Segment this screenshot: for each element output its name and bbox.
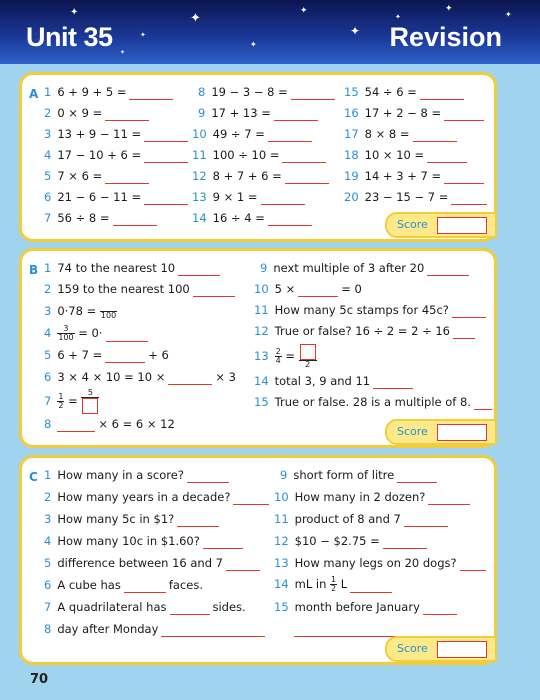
answer-blank[interactable] <box>452 316 486 318</box>
answer-blank[interactable] <box>233 503 269 505</box>
question-a9: 9 17 + 13 = <box>198 106 318 121</box>
answer-blank[interactable] <box>261 203 305 205</box>
answer-blank[interactable] <box>413 140 457 142</box>
answer-blank[interactable] <box>444 182 484 184</box>
answer-box[interactable] <box>300 344 316 360</box>
star-decoration: ✦ <box>445 4 453 14</box>
answer-blank[interactable] <box>268 224 312 226</box>
unit-title: Unit 35 <box>26 22 113 52</box>
question-a3: 3 13 + 9 − 11 = <box>44 127 188 142</box>
question-c6: 6 A cube has faces. <box>44 578 203 592</box>
score-tab <box>385 212 497 238</box>
question-c12: 12 $10 − $2.75 = <box>274 534 427 549</box>
score-input[interactable] <box>437 641 487 658</box>
question-b11: 11 How many 5c stamps for 45c? <box>254 303 486 318</box>
answer-blank[interactable] <box>105 361 145 363</box>
question-a10: 10 49 ÷ 7 = <box>192 127 312 142</box>
answer-blank[interactable] <box>105 182 149 184</box>
answer-blank[interactable] <box>105 119 149 121</box>
question-b2: 2 159 to the nearest 100 <box>44 282 235 297</box>
question-c8: 8 day after Monday <box>44 622 265 637</box>
answer-blank[interactable] <box>106 340 148 342</box>
score-tab <box>385 636 497 662</box>
answer-blank[interactable] <box>124 591 166 593</box>
fraction-answer: 5 <box>81 389 99 414</box>
question-b12: 12 True or false? 16 ÷ 2 = 2 ÷ 16 <box>254 324 475 339</box>
answer-blank[interactable] <box>144 203 188 205</box>
question-b7: 7 $\frac{1}{2}$ = 5 <box>44 389 99 414</box>
answer-blank[interactable] <box>460 569 486 571</box>
answer-blank[interactable] <box>193 295 235 297</box>
answer-blank[interactable] <box>129 98 173 100</box>
question-a20: 20 23 − 15 − 7 = <box>344 190 487 205</box>
answer-blank[interactable] <box>187 481 229 483</box>
section-a <box>19 72 497 242</box>
question-c9: 9 short form of litre <box>280 468 437 483</box>
star-decoration: ✦ <box>350 24 361 38</box>
answer-blank[interactable] <box>404 525 448 527</box>
answer-blank[interactable] <box>474 408 492 410</box>
question-a4: 4 17 − 10 + 6 = <box>44 148 188 163</box>
answer-blank[interactable] <box>420 98 464 100</box>
answer-blank[interactable] <box>423 613 457 615</box>
star-decoration: ✦ <box>300 6 308 16</box>
question-c10: 10 How many in 2 dozen? <box>274 490 470 505</box>
star-decoration: ✦ <box>70 7 79 18</box>
fraction: 100 <box>100 303 117 320</box>
question-b1: 1 74 to the nearest 10 <box>44 261 220 276</box>
score-tab <box>385 419 497 445</box>
section-letter: B <box>29 263 39 277</box>
page-number: 70 <box>30 672 49 687</box>
question-a1: 1 6 + 9 + 5 = <box>44 85 173 100</box>
score-label: Score <box>397 642 428 655</box>
star-decoration: ✦ <box>190 11 201 26</box>
section-letter: A <box>29 87 39 101</box>
question-a2: 2 0 × 9 = <box>44 106 149 121</box>
star-decoration: ✦ <box>505 10 512 19</box>
star-decoration: ✦ <box>395 13 401 21</box>
answer-blank[interactable] <box>444 119 484 121</box>
score-label: Score <box>397 218 428 231</box>
question-a15: 15 54 ÷ 6 = <box>344 85 464 100</box>
question-c15: 15 month before January <box>274 600 457 615</box>
question-b8: 8 × 6 = 6 × 12 <box>44 417 175 431</box>
question-c1: 1 How many in a score? <box>44 468 229 483</box>
answer-blank[interactable] <box>203 547 243 549</box>
answer-box[interactable] <box>82 398 98 414</box>
answer-blank[interactable] <box>144 140 188 142</box>
question-a11: 11 100 ÷ 10 = <box>192 148 326 163</box>
question-c5: 5 difference between 16 and 7 <box>44 556 260 571</box>
answer-blank[interactable] <box>350 591 392 593</box>
question-a19: 19 14 + 3 + 7 = <box>344 169 484 184</box>
question-c15-extra-line <box>294 622 450 637</box>
question-a5: 5 7 × 6 = <box>44 169 149 184</box>
answer-blank[interactable] <box>397 481 437 483</box>
question-b14: 14 total 3, 9 and 11 <box>254 374 413 389</box>
answer-blank[interactable] <box>144 161 188 163</box>
page-header <box>0 0 540 64</box>
question-a12: 12 8 + 7 + 6 = <box>192 169 329 184</box>
score-input[interactable] <box>437 424 487 441</box>
section-b <box>19 248 497 448</box>
star-decoration: ✦ <box>250 40 257 49</box>
fraction: $\frac{2}{4}$ <box>275 347 281 365</box>
score-label: Score <box>397 425 428 438</box>
question-b9: 9 next multiple of 3 after 20 <box>260 261 469 276</box>
question-a7: 7 56 ÷ 8 = <box>44 211 157 226</box>
section-c <box>19 455 497 665</box>
answer-blank[interactable] <box>383 547 427 549</box>
question-a16: 16 17 + 2 − 8 = <box>344 106 484 121</box>
question-b10: 10 5 × = 0 <box>254 282 362 296</box>
answer-blank[interactable] <box>428 503 470 505</box>
question-a18: 18 10 × 10 = <box>344 148 467 163</box>
star-decoration: ✦ <box>140 31 146 39</box>
question-c4: 4 How many 10c in $1.60? <box>44 534 243 549</box>
question-c14: 14 mL in $\frac{1}{2}$ L <box>274 576 392 593</box>
answer-blank[interactable] <box>161 635 265 637</box>
question-b5: 5 6 + 7 = + 6 <box>44 348 169 362</box>
answer-blank[interactable] <box>291 98 335 100</box>
answer-blank[interactable] <box>285 182 329 184</box>
fraction: $\frac{1}{2}$ <box>58 392 64 410</box>
answer-blank[interactable] <box>298 295 338 297</box>
question-a6: 6 21 − 6 − 11 = <box>44 190 188 205</box>
answer-blank[interactable] <box>274 119 318 121</box>
question-c2: 2 How many years in a decade? <box>44 490 269 505</box>
question-b15: 15 True or false. 28 is a multiple of 8. <box>254 395 492 410</box>
question-a8: 8 19 − 3 − 8 = <box>198 85 335 100</box>
question-c3: 3 How many 5c in $1? <box>44 512 219 527</box>
answer-blank[interactable] <box>451 203 487 205</box>
score-input[interactable] <box>437 217 487 234</box>
answer-blank[interactable] <box>168 383 212 385</box>
star-decoration: ✦ <box>120 49 126 56</box>
question-a13: 13 9 × 1 = <box>192 190 305 205</box>
answer-blank[interactable] <box>113 224 157 226</box>
question-b4: 4 $\frac{3}{100}$ = 0· <box>44 325 148 342</box>
question-a17: 17 8 × 8 = <box>344 127 457 142</box>
section-letter: C <box>29 470 38 484</box>
answer-blank[interactable] <box>373 387 413 389</box>
answer-blank[interactable] <box>453 337 475 339</box>
question-b6: 6 3 × 4 × 10 = 10 × × 3 <box>44 370 236 384</box>
answer-blank[interactable] <box>427 161 467 163</box>
fraction: $\frac{1}{2}$ <box>331 575 337 593</box>
question-b13: 13 $\frac{2}{4}$ = 2 <box>254 344 317 369</box>
answer-blank[interactable] <box>226 569 260 571</box>
answer-blank[interactable] <box>427 274 469 276</box>
answer-blank[interactable] <box>170 613 210 615</box>
answer-blank[interactable] <box>282 161 326 163</box>
question-a14: 14 16 ÷ 4 = <box>192 211 312 226</box>
fraction-answer: 2 <box>299 344 317 369</box>
fraction: $\frac{3}{100}$ <box>58 324 74 342</box>
answer-blank[interactable] <box>177 525 219 527</box>
question-c11: 11 product of 8 and 7 <box>274 512 448 527</box>
question-c7: 7 A quadrilateral has sides. <box>44 600 246 614</box>
question-c13: 13 How many legs on 20 dogs? <box>274 556 486 571</box>
revision-title: Revision <box>389 22 502 52</box>
answer-blank[interactable] <box>178 274 220 276</box>
answer-blank[interactable] <box>57 430 95 432</box>
question-b3: 3 0·78 = 100 <box>44 304 117 320</box>
answer-blank[interactable] <box>268 140 312 142</box>
